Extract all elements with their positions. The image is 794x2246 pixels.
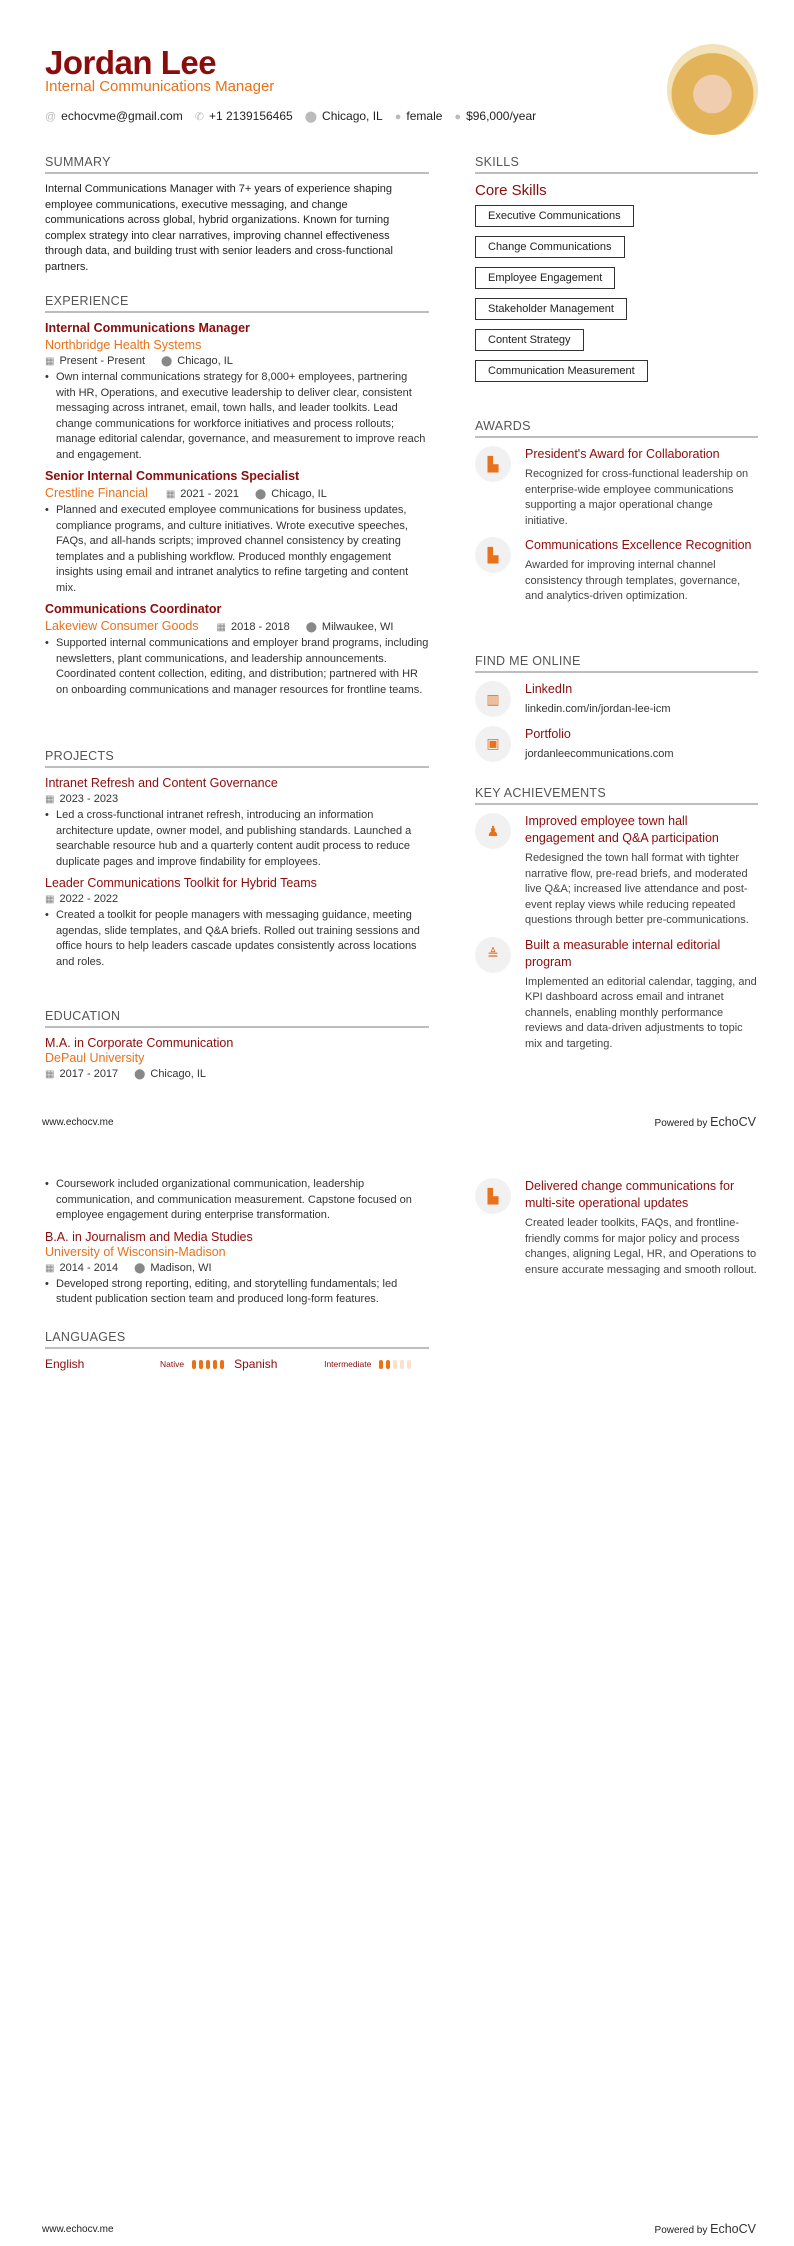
language-level: Native: [160, 1359, 185, 1369]
experience-item: [45, 469, 429, 596]
dates: Present - Present: [59, 355, 146, 367]
award-desc: Awarded for improving internal channel consistency through templates, governance, and analytics-driven optimization.: [525, 559, 741, 602]
school: DePaul University: [45, 1051, 145, 1065]
job-title: Internal Communications Manager: [45, 321, 250, 335]
achievement-desc: Implemented an editorial calendar, tagging, and KPI dashboard across email and intranet channels, enabling monthly performance reviews and data-driven adjustments to topic mix and targeting.: [525, 975, 757, 1050]
awards-section: [475, 419, 758, 613]
education-continued: [45, 1174, 429, 1308]
location-icon: ⬤: [255, 489, 267, 500]
money-icon: ●: [454, 111, 462, 123]
section-heading: AWARDS: [475, 419, 758, 438]
location-icon: ⬤: [305, 622, 317, 633]
calendar-icon: ▦: [216, 622, 226, 633]
dates: 2014 - 2014: [59, 1261, 119, 1274]
section-heading: LANGUAGES: [45, 1330, 429, 1349]
achievement-desc: Created leader toolkits, FAQs, and frontline-friendly comms for major policy and process changes, aligning Legal, HR, and Operations to ensure accurate messaging and smooth rollout.: [525, 1217, 757, 1276]
skill-tag: Communication Measurement: [475, 360, 648, 382]
footer-site[interactable]: www.echocv.me: [42, 1117, 114, 1128]
section-heading: SUMMARY: [45, 155, 429, 174]
achievement-title: Built a measurable internal editorial program: [525, 937, 721, 969]
project-item: [45, 876, 429, 970]
experience-item: [45, 602, 429, 698]
calendar-icon: ▦: [165, 489, 176, 500]
contact-gender: ● female: [394, 109, 443, 123]
bullet: • Developed strong reporting, editing, and storytelling fundamentals; led student publication section team and produced long-form features.: [45, 1277, 429, 1308]
bullet: • Created a toolkit for people managers with messaging guidance, meeting agendas, slide templates, and Q&A briefs. Rolled out training sessions and office hours to help leaders cascade updates consistently across locations and roles.: [45, 908, 429, 970]
achievement-item: [475, 813, 758, 929]
section-heading: SKILLS: [475, 155, 758, 174]
avatar: [667, 44, 758, 135]
achievements-continued: [475, 1178, 758, 1286]
award-desc: Recognized for cross-functional leadership on enterprise-wide employee communications supporting a major operational change initiative.: [525, 468, 749, 527]
footer-powered: Powered by EchoCV: [654, 1115, 756, 1129]
skill-group-title: Core Skills: [475, 182, 547, 199]
location: Chicago, IL: [271, 488, 327, 500]
contact-salary: ● $96,000/year: [454, 109, 537, 123]
bullet: • Own internal communications strategy for 8,000+ employees, partnering with HR, Operations, and executive leadership to deliver clear, consistent messaging across intranet, email, town halls, and leader toolkits. Lead change communications for workforce initiatives and process rollouts; manage editorial calendar, governance, and measurement to improve reach and engagement.: [45, 370, 429, 463]
projects-section: [45, 749, 429, 970]
candidate-title: Internal Communications Manager: [45, 78, 275, 95]
location-icon: ⬤: [134, 1069, 146, 1080]
job-title: Senior Internal Communications Specialist: [45, 469, 300, 483]
person-icon: ●: [394, 111, 402, 123]
section-heading: PROJECTS: [45, 749, 429, 768]
calendar-icon: ▦: [45, 794, 55, 805]
brand-logo: EchoCV: [710, 1115, 756, 1129]
section-heading: FIND ME ONLINE: [475, 654, 758, 673]
cake-icon: ≜: [475, 937, 511, 973]
project-title: Intranet Refresh and Content Governance: [45, 776, 278, 790]
contact-bar: [45, 109, 536, 123]
company: Northbridge Health Systems: [45, 338, 202, 352]
online-section: [475, 654, 758, 770]
experience-section: [45, 294, 429, 698]
location: Milwaukee, WI: [321, 621, 394, 633]
dates: 2017 - 2017: [59, 1068, 119, 1080]
language-name: Spanish: [234, 1357, 278, 1371]
section-heading: KEY ACHIEVEMENTS: [475, 786, 758, 805]
languages-section: [45, 1330, 429, 1371]
location-icon: ⬤: [161, 356, 173, 367]
achievement-item: [475, 937, 758, 1053]
dates: 2018 - 2018: [231, 621, 290, 633]
achievement-item: [475, 1178, 758, 1278]
online-item[interactable]: [475, 681, 758, 718]
section-heading: EXPERIENCE: [45, 294, 429, 313]
achievements-section: [475, 786, 758, 1060]
location: Chicago, IL: [150, 1068, 207, 1080]
bullet: • Planned and executed employee communications for business updates, compliance programs, and culture initiatives. Wrote executive speeches, FAQs, and all-hands scripts; improved channel consistency by creating templates and a publishing workflow. Produced monthly engagement insights using email and intranet analytics to refine targeting and content mix.: [45, 503, 429, 596]
contact-location: ⬤ Chicago, IL: [304, 109, 383, 123]
phone-icon: ✆: [194, 111, 204, 123]
language-rating: [379, 1360, 411, 1369]
document-icon: ▙: [475, 537, 511, 573]
achievement-desc: Redesigned the town hall format with tighter narrative flow, pre-read briefs, and moderated live Q&A; increased live attendance and post-event replay views while reducing repeated questions through better pre-communications.: [525, 852, 749, 926]
bullet: • Led a cross-functional intranet refresh, introducing an information architecture update, owner model, and publishing standards. Launched a searchable resource hub and a quarterly content audit process to reduce duplicate pages and improve findability for employees.: [45, 808, 429, 870]
document-icon: ▙: [475, 446, 511, 482]
link-title: LinkedIn: [525, 682, 573, 696]
award-title: Communications Excellence Recognition: [525, 538, 752, 552]
online-item[interactable]: [475, 726, 758, 763]
document-chart-icon: ▙: [475, 1178, 511, 1214]
company: Crestline Financial: [45, 486, 148, 500]
experience-item: [45, 321, 429, 463]
job-title: Communications Coordinator: [45, 602, 222, 616]
skill-tag: Stakeholder Management: [475, 298, 627, 320]
location-icon: ⬤: [134, 1262, 146, 1274]
location-icon: ⬤: [304, 111, 318, 123]
dates: 2021 - 2021: [180, 488, 239, 500]
link-url[interactable]: jordanleecommunications.com: [525, 747, 674, 760]
dates: 2022 - 2022: [59, 893, 119, 905]
skill-tag: Executive Communications: [475, 205, 634, 227]
contact-phone[interactable]: ✆ +1 2139156465: [194, 109, 293, 123]
building-icon: ▥: [475, 681, 511, 717]
summary-section: [45, 155, 429, 275]
school: University of Wisconsin-Madison: [45, 1244, 226, 1259]
skill-tag: Employee Engagement: [475, 267, 615, 289]
skill-tag: Change Communications: [475, 236, 625, 258]
calendar-icon: ▦: [45, 894, 55, 905]
bullet: • Coursework included organizational communication, leadership communication, and communication measurement. Capstone focused on employee engagement during enterprise transformation.: [45, 1177, 429, 1224]
company: Lakeview Consumer Goods: [45, 619, 199, 633]
candidate-name: Jordan Lee: [45, 44, 217, 81]
skills-section: [475, 155, 758, 391]
award-item: [475, 446, 758, 529]
bullet: • Supported internal communications and employer brand programs, including newsletters, plant communications, and leadership announcements. Coordinated content collection, editing, and distribution; partnered with HR on onboarding communications and manager resources for frontline teams.: [45, 636, 429, 698]
degree: B.A. in Journalism and Media Studies: [45, 1229, 253, 1244]
footer-powered: Powered by EchoCV: [654, 2222, 756, 2236]
location: Chicago, IL: [177, 355, 233, 367]
calendar-icon: ▦: [45, 1069, 55, 1080]
language-name: English: [45, 1357, 85, 1371]
project-item: [45, 776, 429, 870]
footer-site[interactable]: www.echocv.me: [42, 2224, 114, 2235]
location: Madison, WI: [150, 1261, 212, 1274]
achievement-title: Delivered change communications for multi-site operational updates: [525, 1179, 735, 1210]
achievement-title: Improved employee town hall engagement and Q&A participation: [525, 814, 719, 845]
link-url[interactable]: linkedin.com/in/jordan-lee-icm: [525, 703, 671, 715]
award-title: President's Award for Collaboration: [525, 447, 720, 461]
bell-icon: ♟: [475, 813, 511, 849]
contact-email[interactable]: @ echocvme@gmail.com: [45, 109, 183, 123]
skill-tag: Content Strategy: [475, 329, 584, 351]
at-icon: @: [45, 111, 57, 123]
award-item: [475, 537, 758, 605]
language-rating: [192, 1360, 224, 1369]
language-list: [45, 1357, 429, 1371]
chip-icon: ▣: [475, 726, 511, 762]
brand-logo: EchoCV: [710, 2222, 756, 2236]
summary-text: Internal Communications Manager with 7+ years of experience shaping employee communications, executive messaging, and change communications across global, hybrid organizations. Known for turning complex strategy into clear narratives, improving channel effectiveness through data, and building trust with senior leaders and cross-functional partners.: [45, 183, 393, 273]
project-title: Leader Communications Toolkit for Hybrid Teams: [45, 876, 317, 890]
link-title: Portfolio: [525, 726, 571, 741]
degree: M.A. in Corporate Communication: [45, 1036, 234, 1050]
education-section: [45, 1009, 429, 1080]
calendar-icon: ▦: [45, 356, 55, 367]
dates: 2023 - 2023: [59, 793, 119, 805]
calendar-icon: ▦: [45, 1262, 55, 1274]
section-heading: EDUCATION: [45, 1009, 429, 1028]
language-level: Intermediate: [324, 1359, 372, 1369]
